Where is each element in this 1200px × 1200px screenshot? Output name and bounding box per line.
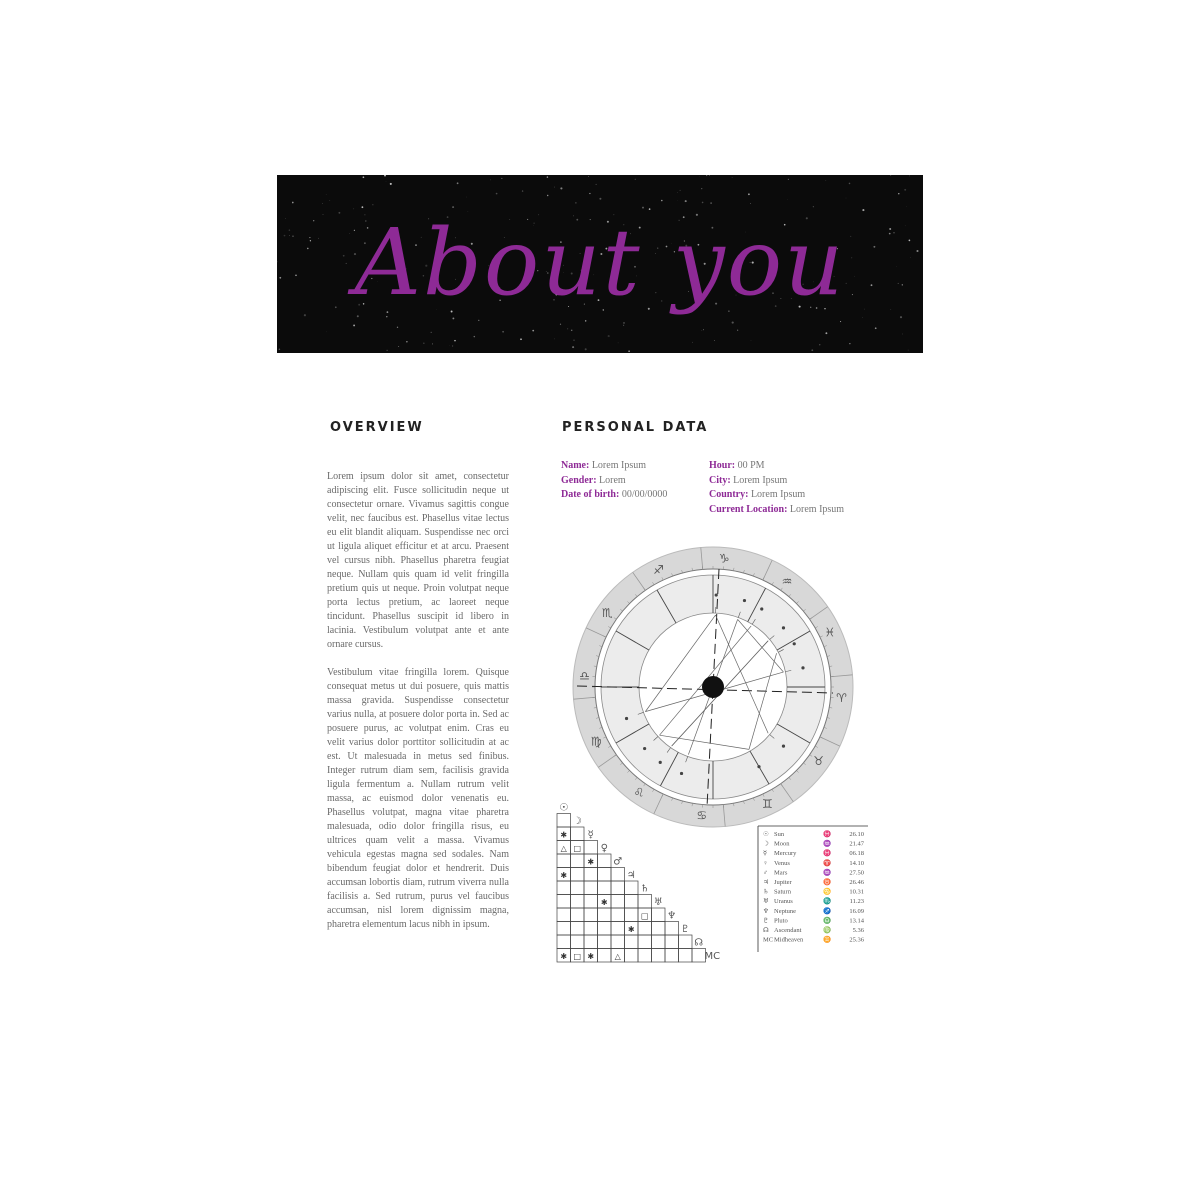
aspect-grid-cell — [571, 881, 585, 895]
star — [406, 341, 407, 342]
planet-name: Venus — [774, 859, 790, 867]
aspect-grid-cell — [638, 895, 652, 909]
personal-data-heading: PERSONAL DATA — [562, 420, 709, 435]
planet-marker — [743, 599, 746, 602]
star — [701, 188, 702, 189]
star — [522, 190, 523, 191]
aspect-mark: ✱ — [600, 898, 608, 907]
planet-degree: 26.46 — [849, 879, 864, 886]
star — [560, 187, 562, 189]
aspect-grid-planet-glyph: ♃ — [626, 870, 636, 881]
planet-degree: 5.36 — [852, 927, 864, 934]
aspect-grid-cell — [584, 935, 598, 949]
planet-marker — [782, 626, 785, 629]
aspect-grid-cell — [625, 949, 639, 963]
aspect-grid-cell — [584, 908, 598, 922]
aspect-grid-cell — [652, 949, 666, 963]
aspect-mark: □ — [640, 911, 649, 921]
star — [635, 179, 636, 180]
star — [588, 176, 589, 177]
overview-body — [327, 470, 509, 946]
zodiac-glyph: ♈ — [836, 691, 847, 706]
star — [908, 350, 909, 351]
planet-glyph: ☊ — [763, 927, 769, 934]
star — [692, 342, 693, 343]
planet-degree: 26.10 — [849, 831, 864, 838]
star — [685, 200, 687, 202]
planet-positions-table — [758, 826, 870, 954]
aspect-grid-cell — [571, 935, 585, 949]
planet-glyph: ♂ — [763, 869, 768, 877]
star — [571, 330, 572, 331]
aspect-grid-cell — [571, 908, 585, 922]
star — [732, 177, 733, 178]
planet-name: Sun — [774, 831, 785, 838]
star — [589, 193, 590, 194]
aspect-grid-cell — [571, 827, 585, 841]
star — [849, 343, 850, 344]
aspect-grid-cell — [625, 881, 639, 895]
star — [457, 182, 459, 184]
planet-glyph: ☿ — [763, 850, 767, 858]
star — [547, 176, 548, 177]
aspect-grid-cell — [679, 935, 693, 949]
star — [596, 184, 597, 185]
natal-chart-wheel — [571, 545, 855, 829]
planet-glyph: ☉ — [763, 831, 769, 838]
field-city: City: Lorem Ipsum — [709, 474, 788, 486]
planet-name: Jupiter — [774, 879, 792, 886]
field-current-location: Current Location: Lorem Ipsum — [709, 503, 845, 515]
star — [398, 346, 399, 347]
star — [327, 332, 328, 333]
star — [849, 183, 851, 185]
planet-sign: ♉ — [823, 879, 832, 886]
star — [501, 178, 502, 179]
star — [608, 335, 610, 337]
personal-data-left — [561, 459, 667, 503]
aspect-grid-cell — [611, 868, 625, 882]
star — [502, 331, 504, 333]
aspect-grid-cell — [611, 881, 625, 895]
planet-degree: 14.10 — [849, 859, 864, 867]
aspect-mark: □ — [573, 844, 582, 853]
planet-degree: 10.31 — [849, 888, 864, 896]
planet-degree: 21.47 — [849, 840, 864, 848]
aspect-grid-cell — [557, 935, 571, 949]
planet-degree: 27.50 — [849, 869, 864, 877]
aspect-mark: □ — [573, 952, 582, 961]
planet-name: Mercury — [774, 850, 797, 858]
aspect-grid-cell — [598, 908, 612, 922]
aspect-grid-cell — [611, 895, 625, 909]
aspect-grid-cell — [638, 922, 652, 936]
planet-marker — [782, 745, 785, 748]
star — [890, 175, 891, 176]
aspect-grid-cell — [584, 922, 598, 936]
aspect-mark: ✱ — [587, 857, 595, 867]
star — [599, 198, 601, 200]
aspect-grid-cell — [584, 868, 598, 882]
personal-data-right — [709, 459, 844, 517]
aspect-grid-cell — [598, 922, 612, 936]
star — [737, 330, 738, 331]
planet-glyph: ♄ — [763, 888, 769, 896]
zodiac-glyph: ♉ — [813, 753, 825, 768]
overview-heading: OVERVIEW — [330, 420, 424, 435]
aspect-grid-cell — [611, 908, 625, 922]
star — [432, 343, 433, 344]
field-hour: Hour: 00 PM — [709, 460, 765, 471]
star — [573, 339, 575, 341]
aspect-grid-cell — [665, 935, 679, 949]
aspect-grid-planet-glyph: ♀ — [600, 843, 608, 854]
star — [572, 346, 574, 348]
aspect-mark: △ — [614, 952, 621, 961]
aspect-grid-planet-glyph: ♆ — [667, 910, 677, 922]
planet-name: Neptune — [774, 907, 797, 915]
star — [680, 190, 681, 191]
zodiac-glyph: ♍ — [590, 734, 602, 749]
aspect-grid-cell — [557, 895, 571, 909]
planet-marker — [801, 666, 804, 669]
planet-sign: ♈ — [823, 859, 832, 867]
planet-marker — [757, 765, 760, 768]
aspect-grid-cell — [598, 854, 612, 868]
planet-name: Pluto — [774, 917, 788, 925]
planet-sign: ♏ — [823, 898, 832, 906]
aspect-mark: ✱ — [627, 925, 635, 934]
planet-marker — [680, 772, 683, 775]
star — [628, 350, 630, 352]
planet-glyph: ♅ — [763, 898, 769, 906]
star — [819, 344, 820, 345]
planet-sign: ♋ — [823, 888, 832, 896]
star — [326, 194, 327, 195]
star — [846, 198, 847, 199]
planet-sign: ♒ — [823, 840, 832, 848]
header-banner — [277, 175, 923, 353]
aspect-mark: ✱ — [560, 952, 568, 961]
planet-name: Mars — [774, 869, 788, 877]
star — [532, 330, 534, 332]
overview-paragraph: Vestibulum vitae fringilla lorem. Quisque consequat metus ut dui posuere, quis mattis massa gravida. Suspendisse consectetur varius nulla, at posuere dolor porta in. Sed ac posuere purus, ac volutpat enim. Cras eu velit varius dolor porttitor sollicitudin at ac est. Ut malesuada in metus sed finibus. Integer rutrum diam sem, facilisis gravida ligula fermentum a. Nullam rutrum velit massa, ac euismod dolor venenatis eu. Phasellus volutpat, magna vitae pharetra malesuada, odio dolor fringilla risus, eu ultrices quam velit a massa. Vivamus vehicula egestas magna sed sodales. Nam bibendum feugiat dolor et hendrerit. Duis accumsan lobortis diam, rutrum viverra nulla facilisis a. Sed rutrum, purus vel faucibus accumsan, nisl lorem dignissim magna, pharetra elementum lacus nibh in ipsum. — [327, 667, 509, 930]
planet-sign: ♊ — [823, 936, 832, 944]
planet-glyph: ♇ — [763, 917, 769, 925]
planet-glyph: ☽ — [763, 840, 769, 848]
aspect-grid — [555, 798, 755, 962]
field-name: Name: Lorem Ipsum — [561, 460, 646, 471]
star — [423, 343, 424, 344]
zodiac-glyph: ♐ — [653, 563, 664, 578]
aspect-grid-cell — [584, 881, 598, 895]
aspect-grid-cell — [679, 949, 693, 963]
planet-name: Moon — [774, 840, 790, 848]
zodiac-glyph: ♏ — [601, 606, 613, 621]
planet-sign: ♒ — [823, 869, 832, 877]
star — [677, 192, 678, 193]
star — [353, 324, 355, 326]
star — [554, 187, 555, 188]
star — [706, 175, 707, 176]
star — [902, 334, 903, 335]
planet-sign: ♐ — [823, 907, 832, 915]
field-gender: Gender: Lorem — [561, 474, 626, 486]
star — [490, 180, 491, 181]
aspect-grid-cell — [625, 895, 639, 909]
star — [714, 340, 715, 341]
aspect-grid-cell — [598, 949, 612, 963]
star — [390, 183, 392, 185]
planet-marker — [760, 607, 763, 610]
zodiac-glyph: ♑ — [718, 551, 730, 566]
aspect-grid-planet-glyph: ♇ — [680, 924, 690, 935]
field-date-of-birth: Date of birth: 00/00/0000 — [561, 489, 668, 500]
planet-marker — [793, 642, 796, 645]
planet-sign: ♎ — [823, 917, 832, 925]
star — [397, 327, 398, 328]
star — [875, 327, 877, 329]
aspect-grid-planet-glyph: MC — [704, 951, 721, 962]
planet-name: Saturn — [774, 888, 791, 896]
aspect-grid-cell — [598, 881, 612, 895]
aspect-grid-planet-glyph: ♅ — [653, 897, 663, 908]
aspect-grid-cell — [611, 935, 625, 949]
aspect-grid-cell — [571, 854, 585, 868]
field-country: Country: Lorem Ipsum — [709, 489, 806, 500]
aspect-grid-cell — [557, 881, 571, 895]
aspect-grid-planet-glyph: ☊ — [694, 937, 704, 949]
planet-glyph: ♀ — [763, 859, 768, 867]
star — [384, 175, 386, 177]
aspect-grid-cell — [652, 922, 666, 936]
star — [496, 193, 498, 195]
zodiac-glyph: ♊ — [762, 796, 773, 811]
star — [909, 176, 910, 177]
zodiac-glyph: ♌ — [633, 785, 645, 800]
star — [520, 338, 522, 340]
planet-glyph: MC — [763, 936, 774, 944]
zodiac-glyph: ♒ — [781, 574, 793, 589]
star — [811, 349, 813, 351]
zodiac-glyph: ♎ — [579, 668, 590, 683]
aspect-grid-cell — [652, 908, 666, 922]
aspect-grid-planet-glyph: ♄ — [640, 883, 650, 895]
aspect-grid-cell — [665, 949, 679, 963]
planet-degree: 06.18 — [849, 850, 864, 858]
aspect-grid-cell — [598, 868, 612, 882]
aspect-grid-planet-glyph: ♂ — [613, 856, 623, 868]
star — [701, 330, 702, 331]
planet-degree: 11.23 — [849, 898, 864, 906]
star — [904, 189, 906, 191]
star — [279, 348, 281, 350]
aspect-grid-cell — [571, 922, 585, 936]
planet-sign: ♍ — [823, 927, 832, 934]
aspect-mark: ✱ — [587, 952, 595, 961]
aspect-mark: △ — [560, 844, 567, 853]
aspect-grid-planet-glyph: ☿ — [587, 829, 594, 841]
star — [363, 176, 365, 178]
aspect-grid-cell — [598, 935, 612, 949]
aspect-mark: ✱ — [560, 871, 568, 880]
planet-sign: ♓ — [823, 831, 832, 838]
star — [386, 181, 387, 182]
planet-sign: ♓ — [823, 850, 832, 858]
planet-marker — [659, 761, 662, 764]
star — [623, 325, 624, 326]
planet-degree: 25.36 — [849, 936, 864, 944]
aspect-grid-cell — [652, 935, 666, 949]
planet-degree: 13.14 — [849, 917, 864, 925]
aspect-grid-cell — [557, 908, 571, 922]
star — [748, 193, 750, 195]
star — [387, 350, 388, 351]
aspect-grid-cell — [557, 854, 571, 868]
aspect-grid-cell — [611, 922, 625, 936]
star — [567, 328, 568, 329]
aspect-grid-planet-glyph: ☽ — [572, 816, 582, 827]
star — [661, 200, 663, 202]
zodiac-glyph: ♋ — [696, 808, 708, 823]
star — [898, 193, 899, 194]
aspect-grid-cell — [665, 922, 679, 936]
star — [329, 200, 330, 201]
chart-center — [702, 676, 724, 698]
aspect-grid-cell — [557, 814, 571, 828]
aspect-grid-cell — [638, 949, 652, 963]
planet-name: Ascendant — [774, 927, 802, 934]
aspect-mark: ✱ — [560, 830, 568, 840]
star — [703, 329, 704, 330]
planet-glyph: ♆ — [763, 907, 769, 915]
star — [431, 332, 432, 333]
star — [452, 345, 453, 346]
aspect-grid-cell — [571, 868, 585, 882]
planet-degree: 16.09 — [849, 907, 864, 915]
star — [585, 348, 587, 350]
aspect-grid-cell — [638, 935, 652, 949]
planet-glyph: ♃ — [763, 879, 769, 886]
star — [474, 336, 475, 337]
planet-marker — [715, 593, 718, 596]
aspect-grid-cell — [584, 895, 598, 909]
star — [618, 343, 619, 344]
planet-marker — [643, 747, 646, 750]
aspect-grid-planet-glyph: ☉ — [559, 802, 569, 814]
aspect-grid-cell — [571, 895, 585, 909]
star — [788, 179, 789, 180]
banner-title: About you — [354, 209, 846, 316]
aspect-grid-cell — [625, 908, 639, 922]
zodiac-glyph: ♓ — [824, 625, 836, 640]
planet-marker — [625, 717, 628, 720]
star — [709, 175, 710, 176]
star — [547, 195, 548, 196]
star — [560, 324, 561, 325]
star — [825, 332, 827, 334]
aspect-grid-cell — [625, 935, 639, 949]
star — [454, 340, 456, 342]
planet-name: Midheaven — [774, 936, 804, 944]
aspect-grid-cell — [557, 922, 571, 936]
planet-name: Uranus — [774, 898, 793, 906]
star — [787, 199, 788, 200]
star — [466, 197, 467, 198]
star — [554, 339, 555, 340]
aspect-grid-cell — [584, 841, 598, 855]
overview-paragraph: Lorem ipsum dolor sit amet, consectetur adipiscing elit. Fusce sollicitudin neque ut consectetur ornare. Vivamus sagittis congue velit, nec faucibus est. Phasellus vitae lectus eu elit blandit aliquam. Suspendisse nec orci ut ligula aliquet efficitur et at arcu. Praesent vel cursus nibh. Phasellus pharetra feugiat neque. Nullam quis quam id velit fringilla pretium quis ut neque. Proin volutpat neque porta lectus pretium, ac laoreet neque tincidunt. Phasellus suscipit id libero in lacinia. Vestibulum volutpat ante et ante ornare cursus. — [327, 471, 509, 650]
